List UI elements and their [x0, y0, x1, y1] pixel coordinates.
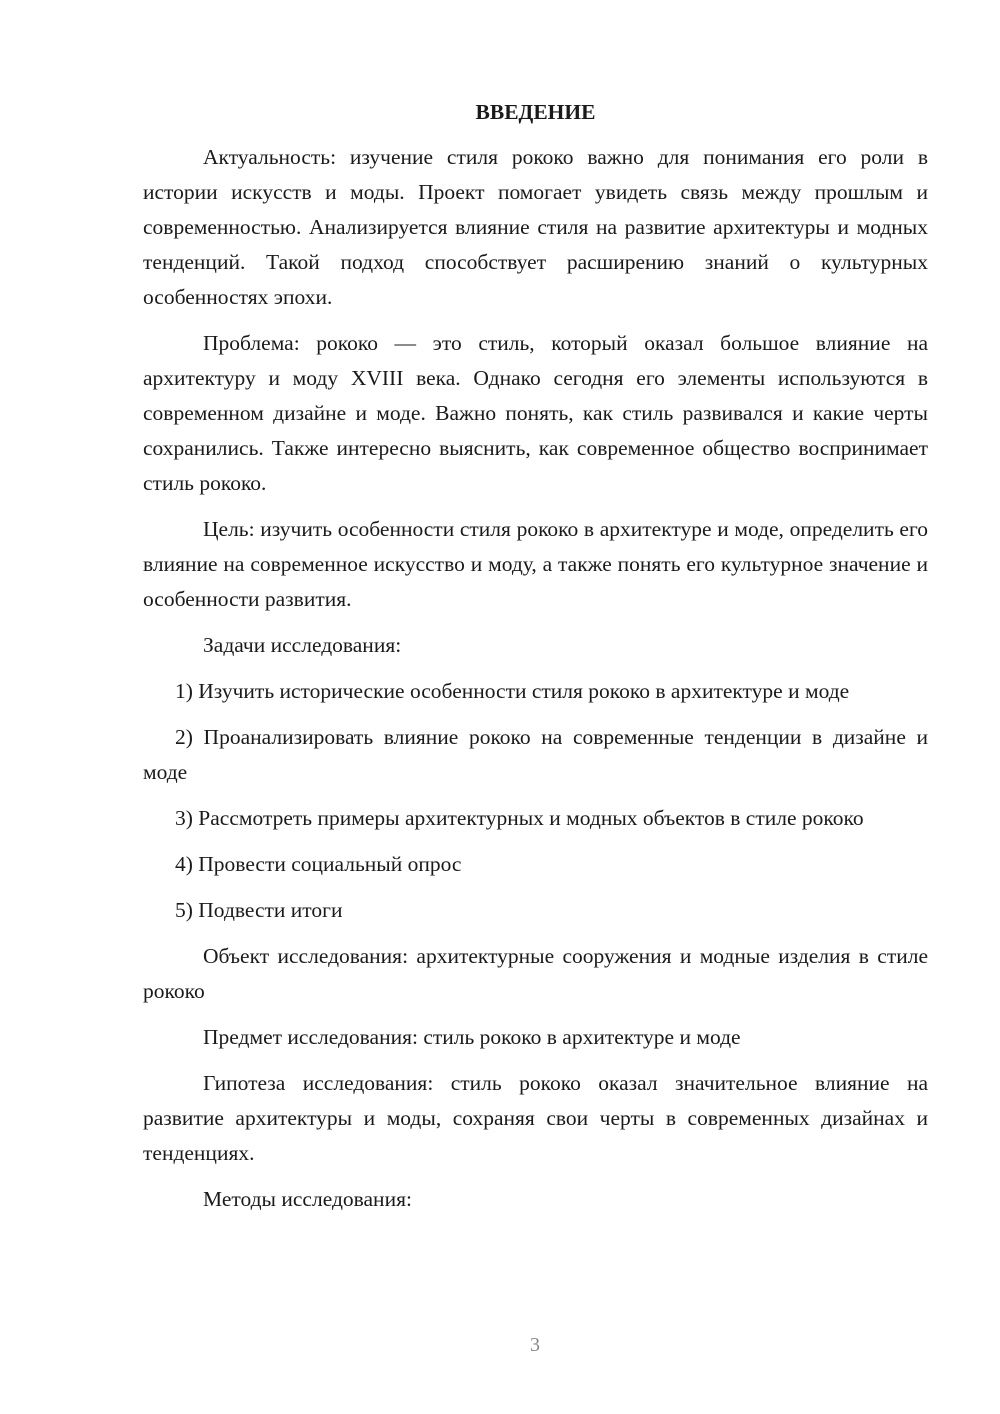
- task-item-4: 4) Провести социальный опрос: [175, 852, 462, 876]
- tasks-heading: Задачи исследования:: [203, 633, 402, 657]
- task-item-5: 5) Подвести итоги: [175, 898, 343, 922]
- methods-heading: Методы исследования:: [203, 1187, 412, 1211]
- page-title: ВВЕДЕНИЕ: [475, 100, 596, 124]
- subject-paragraph: Предмет исследования: стиль рококо в архитектуре и моде: [203, 1025, 741, 1049]
- document-page: [143, 95, 928, 1228]
- object-paragraph: Объект исследования: архитектурные сооружения и модные изделия в стиле рококо: [143, 944, 928, 1003]
- task-item-3: 3) Рассмотреть примеры архитектурных и модных объектов в стиле рококо: [175, 806, 864, 830]
- hypothesis-paragraph: Гипотеза исследования: стиль рококо оказал значительное влияние на развитие архитектуры и моды, сохраняя свои черты в современных дизайнах и тенденциях.: [143, 1071, 928, 1165]
- task-item-1: 1) Изучить исторические особенности стиля рококо в архитектуре и моде: [175, 679, 850, 703]
- relevance-paragraph: Актуальность: изучение стиля рококо важно для понимания его роли в истории искусств и моды. Проект помогает увидеть связь между прошлым и современностью. Анализируется влияние стиля на развитие архитектуры и модных тенденций. Такой подход способствует расширению знаний о культурных особенностях эпохи.: [143, 145, 928, 309]
- goal-paragraph: Цель: изучить особенности стиля рококо в архитектуре и моде, определить его влияние на современное искусство и моду, а также понять его культурное значение и особенности развития.: [143, 517, 928, 611]
- problem-paragraph: Проблема: рококо — это стиль, который оказал большое влияние на архитектуру и моду XVIII века. Однако сегодня его элементы используются в современном дизайне и моде. Важно понять, как стиль развивался и какие черты сохранились. Также интересно выяснить, как современное общество воспринимает стиль рококо.: [143, 331, 928, 495]
- task-item-2: 2) Проанализировать влияние рококо на современные тенденции в дизайне и моде: [143, 725, 928, 784]
- page-number: 3: [530, 1334, 540, 1356]
